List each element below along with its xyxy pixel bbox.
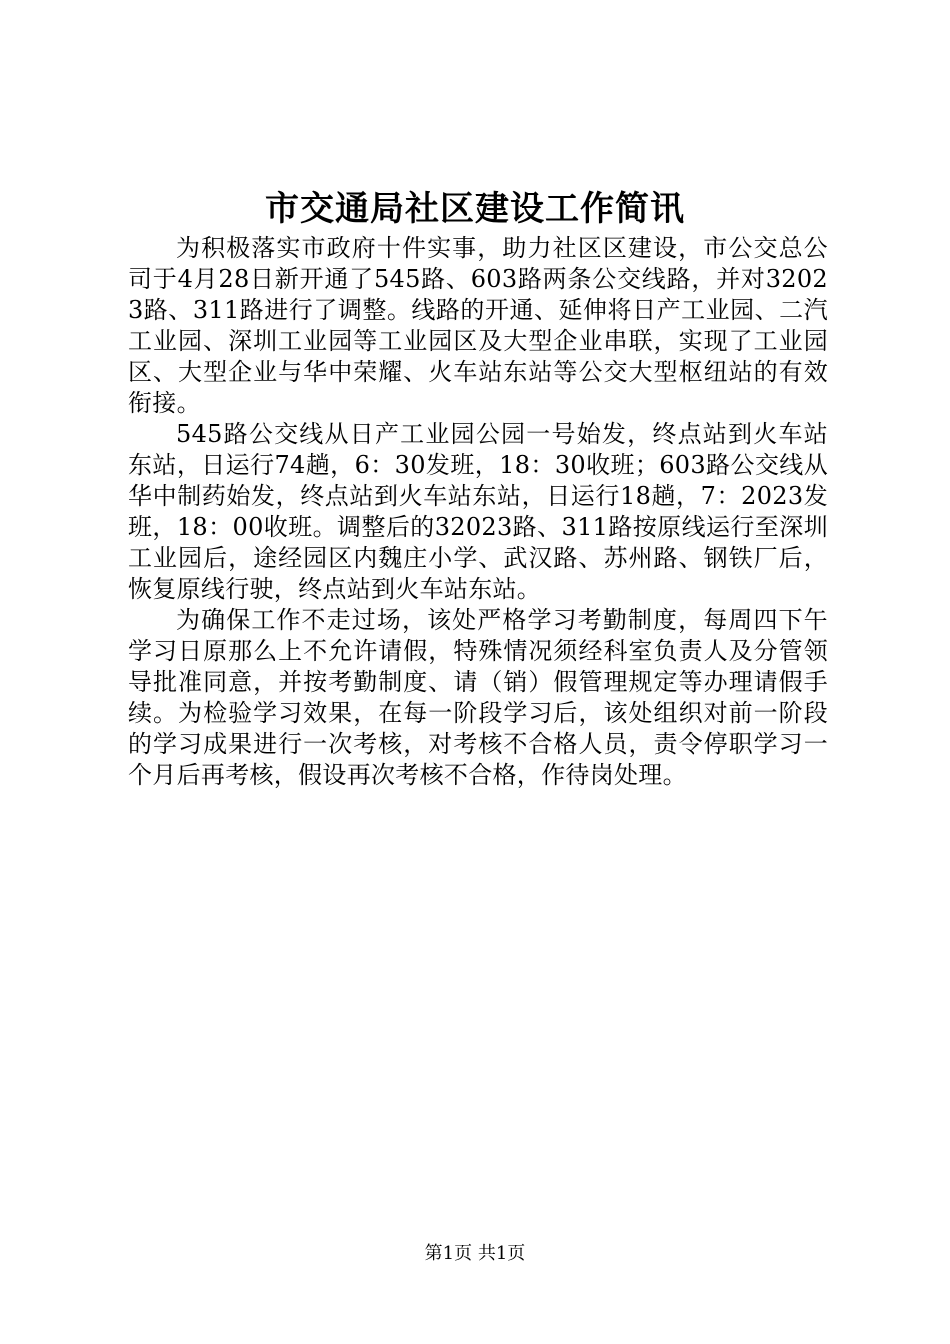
document-body <box>128 233 828 791</box>
paragraph-study-attendance: 为确保工作不走过场，该处严格学习考勤制度，每周四下午学习日原那么上不允许请假，特殊情况须经科室负责人及分管领导批准同意，并按考勤制度、请（销）假管理规定等办理请假手续。为检验学习效果，在每一阶段学习后，该处组织对前一阶段的学习成果进行一次考核，对考核不合格人员，责令停职学习一个月后再考核，假设再次考核不合格，作待岗处理。 <box>128 606 828 789</box>
paragraph-new-routes: 为积极落实市政府十件实事，助力社区区建设，市公交总公司于4月28日新开通了545路、603路两条公交线路，并对32023路、311路进行了调整。线路的开通、延伸将日产工业园、二汽工业园、深圳工业园等工业园区及大型企业串联，实现了工业园区、大型企业与华中荣耀、火车站东站等公交大型枢纽站的有效衔接。 <box>128 234 828 417</box>
paragraph-route-details: 545路公交线从日产工业园公园一号始发，终点站到火车站东站，日运行74趟，6：30发班，18：30收班；603路公交线从华中制药始发，终点站到火车站东站，日运行18趟，7：2023发班，18：00收班。调整后的32023路、311路按原线运行至深圳工业园后，途经园区内魏庄小学、武汉路、苏州路、钢铁厂后，恢复原线行驶，终点站到火车站东站。 <box>128 420 828 603</box>
page-footer: 第1页 共1页 <box>424 1243 526 1264</box>
document-title: 市交通局社区建设工作简讯 <box>265 189 685 229</box>
